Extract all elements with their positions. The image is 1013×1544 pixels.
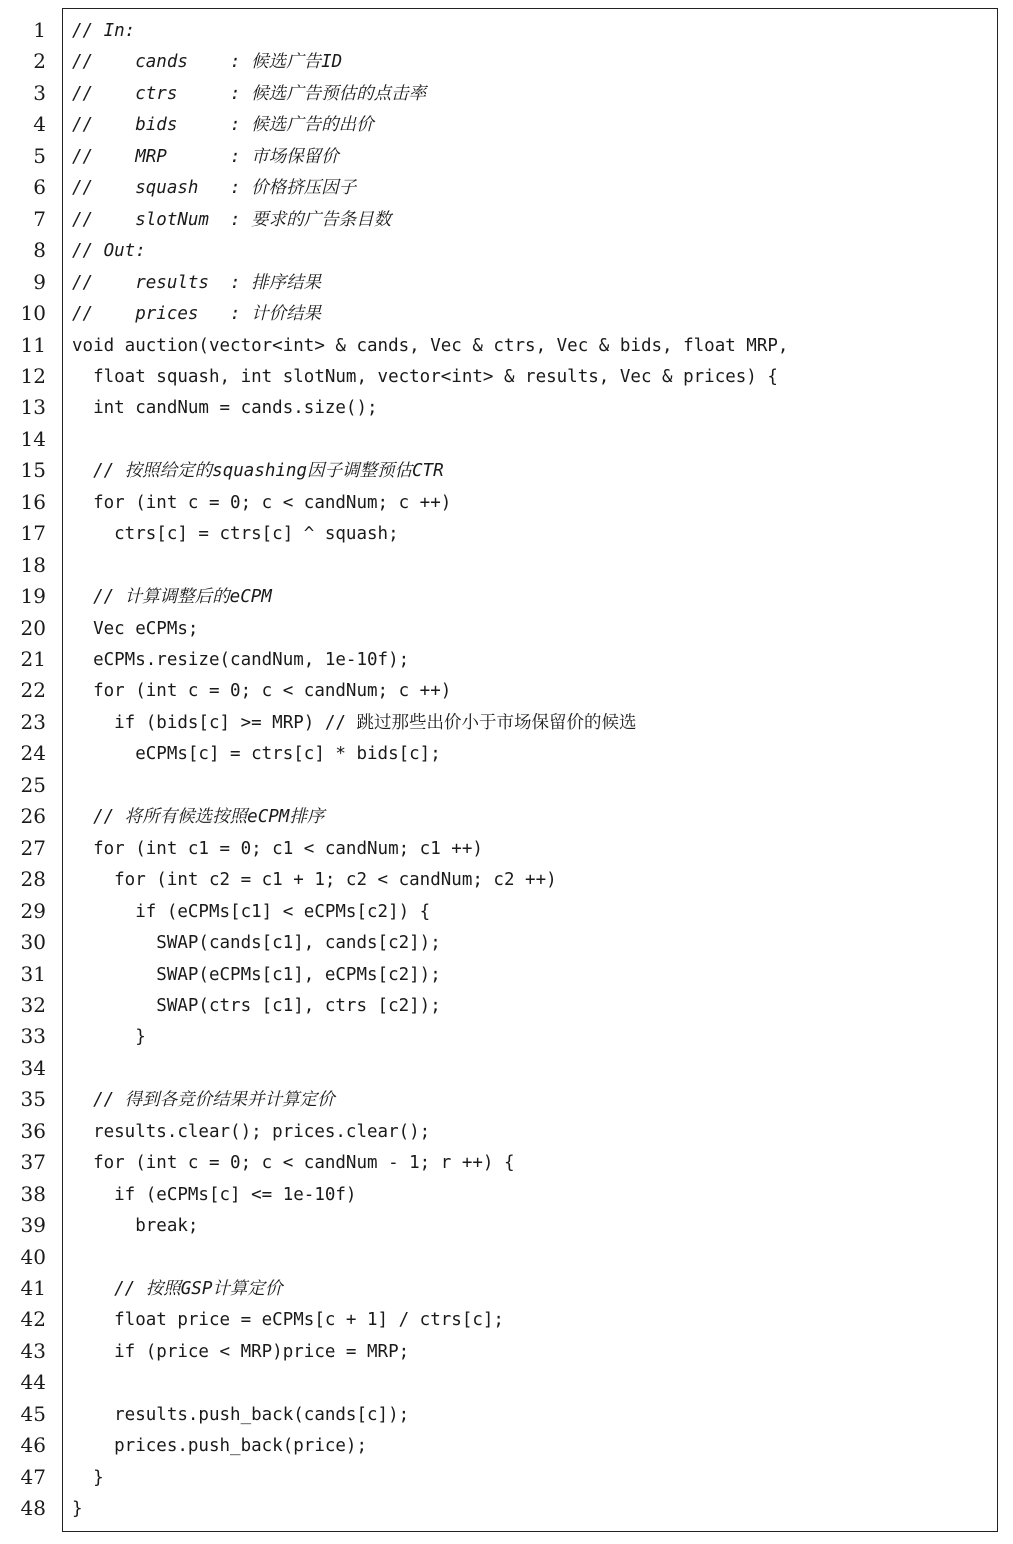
line-number: 4 xyxy=(33,112,46,137)
code-line xyxy=(0,424,1013,455)
line-number: 26 xyxy=(20,804,46,829)
code-text: // slotNum : 要求的广告条目数 xyxy=(72,209,392,230)
code-line xyxy=(0,707,1013,738)
line-number: 30 xyxy=(20,930,46,955)
code-line xyxy=(0,644,1013,675)
line-number: 42 xyxy=(20,1307,46,1332)
line-number: 32 xyxy=(20,992,46,1017)
code-text: prices.push_back(price); xyxy=(72,1436,368,1457)
code-line xyxy=(0,1210,1013,1241)
line-number: 14 xyxy=(20,426,46,451)
code-line xyxy=(0,550,1013,581)
code-line xyxy=(0,1021,1013,1052)
code-line xyxy=(0,864,1013,895)
code-text: SWAP(ctrs [c1], ctrs [c2]); xyxy=(72,995,441,1016)
code-line xyxy=(0,1242,1013,1273)
code-line xyxy=(0,518,1013,549)
line-number: 38 xyxy=(20,1181,46,1206)
line-number: 37 xyxy=(20,1150,46,1175)
code-line xyxy=(0,392,1013,423)
code-text: for (int c2 = c1 + 1; c2 < candNum; c2 ++) xyxy=(72,870,557,891)
code-text: // Out: xyxy=(72,241,146,262)
line-number: 35 xyxy=(20,1087,46,1112)
code-text: // 按照给定的squashing因子调整预估CTR xyxy=(72,461,444,482)
code-line xyxy=(0,990,1013,1021)
code-text: ctrs[c] = ctrs[c] ^ squash; xyxy=(72,524,399,545)
line-number: 40 xyxy=(20,1244,46,1269)
code-line xyxy=(0,613,1013,644)
code-line xyxy=(0,1304,1013,1335)
code-text: if (eCPMs[c] <= 1e-10f) xyxy=(72,1184,357,1205)
line-number: 1 xyxy=(33,18,46,42)
line-number: 45 xyxy=(20,1401,46,1426)
code-line xyxy=(0,235,1013,266)
line-number: 18 xyxy=(20,552,46,577)
line-number: 24 xyxy=(20,741,46,766)
code-text: results.push_back(cands[c]); xyxy=(72,1404,410,1425)
line-number: 15 xyxy=(20,458,46,483)
code-text: break; xyxy=(72,1216,199,1237)
line-number: 27 xyxy=(20,835,46,860)
code-text: void auction(vector<int> & cands, Vec & ctrs, Vec & bids, float MRP, xyxy=(72,335,789,356)
code-line xyxy=(0,46,1013,77)
code-line xyxy=(0,1336,1013,1367)
code-text: Vec eCPMs; xyxy=(72,618,199,639)
line-number: 34 xyxy=(20,1055,46,1080)
line-number: 25 xyxy=(20,772,46,797)
code-line xyxy=(0,1430,1013,1461)
line-number: 44 xyxy=(20,1370,46,1395)
code-line xyxy=(0,1273,1013,1304)
line-number: 16 xyxy=(20,489,46,514)
code-text: for (int c = 0; c < candNum; c ++) xyxy=(72,681,452,702)
code-line xyxy=(0,770,1013,801)
line-number: 10 xyxy=(20,301,46,326)
line-number: 21 xyxy=(20,647,46,671)
code-text: // 按照GSP计算定价 xyxy=(72,1279,283,1299)
code-line xyxy=(0,15,1013,46)
line-number: 9 xyxy=(33,269,46,294)
line-number: 31 xyxy=(20,961,46,986)
code-line xyxy=(0,1053,1013,1084)
code-text: // 将所有候选按照eCPM排序 xyxy=(72,807,325,828)
code-text: // squash : 价格挤压因子 xyxy=(72,178,357,199)
code-line xyxy=(0,109,1013,140)
code-text: // bids : 候选广告的出价 xyxy=(72,115,374,136)
line-number: 13 xyxy=(20,395,46,420)
line-number: 12 xyxy=(20,363,46,388)
line-number: 23 xyxy=(20,709,46,734)
code-text: // ctrs : 候选广告预估的点击率 xyxy=(72,83,427,104)
code-line xyxy=(0,1179,1013,1210)
code-text: float squash, int slotNum, vector<int> & results, Vec & prices) { xyxy=(72,366,778,387)
code-line xyxy=(0,330,1013,361)
code-line xyxy=(0,959,1013,990)
line-number: 2 xyxy=(33,49,46,74)
code-text: int candNum = cands.size(); xyxy=(72,398,378,419)
code-line xyxy=(0,361,1013,392)
code-line xyxy=(0,1084,1013,1115)
code-text: for (int c = 0; c < candNum; c ++) xyxy=(72,492,452,513)
code-line xyxy=(0,1147,1013,1178)
line-number: 8 xyxy=(33,238,46,263)
code-text: // MRP : 市场保留价 xyxy=(72,146,339,167)
line-number: 5 xyxy=(33,143,46,168)
code-text: for (int c1 = 0; c1 < candNum; c1 ++) xyxy=(72,838,483,859)
code-line xyxy=(0,141,1013,172)
code-text: if (bids[c] >= MRP) // 跳过那些出价小于市场保留价的候选 xyxy=(72,712,637,733)
code-text: if (price < MRP)price = MRP; xyxy=(72,1341,410,1362)
code-line xyxy=(0,204,1013,235)
code-text: eCPMs.resize(candNum, 1e-10f); xyxy=(72,650,410,670)
line-number: 43 xyxy=(20,1338,46,1363)
code-line xyxy=(0,927,1013,958)
line-number: 6 xyxy=(33,175,46,200)
code-text: } xyxy=(72,1499,83,1520)
code-text: if (eCPMs[c1] < eCPMs[c2]) { xyxy=(72,901,431,922)
code-line xyxy=(0,1493,1013,1524)
code-text: // results : 排序结果 xyxy=(72,272,322,293)
code-line xyxy=(0,581,1013,612)
line-number: 36 xyxy=(20,1118,46,1143)
code-text: // 得到各竞价结果并计算定价 xyxy=(72,1090,335,1111)
line-number: 39 xyxy=(20,1213,46,1238)
line-number: 46 xyxy=(20,1433,46,1458)
code-line xyxy=(0,675,1013,706)
line-number: 41 xyxy=(20,1276,46,1300)
code-line xyxy=(0,298,1013,329)
code-line xyxy=(0,78,1013,109)
code-text: // cands : 候选广告ID xyxy=(72,52,343,73)
code-text: results.clear(); prices.clear(); xyxy=(72,1121,431,1142)
code-text: eCPMs[c] = ctrs[c] * bids[c]; xyxy=(72,744,441,765)
code-line xyxy=(0,172,1013,203)
code-line xyxy=(0,487,1013,518)
code-line xyxy=(0,1116,1013,1147)
code-text: float price = eCPMs[c + 1] / ctrs[c]; xyxy=(72,1310,504,1331)
line-number: 20 xyxy=(20,615,46,640)
code-line xyxy=(0,1399,1013,1430)
line-number: 22 xyxy=(20,678,46,703)
code-text: SWAP(cands[c1], cands[c2]); xyxy=(72,933,441,954)
code-text: } xyxy=(72,1467,104,1488)
line-number: 33 xyxy=(20,1024,46,1049)
code-text: // In: xyxy=(72,21,136,41)
code-line xyxy=(0,738,1013,769)
line-number: 29 xyxy=(20,898,46,923)
line-number: 3 xyxy=(33,80,46,105)
code-text: // 计算调整后的eCPM xyxy=(72,587,272,608)
line-number: 11 xyxy=(20,332,46,357)
code-line xyxy=(0,896,1013,927)
code-text: for (int c = 0; c < candNum - 1; r ++) { xyxy=(72,1153,515,1174)
line-number: 7 xyxy=(33,206,46,231)
code-line xyxy=(0,833,1013,864)
line-number: 19 xyxy=(20,584,46,609)
code-line xyxy=(0,1367,1013,1398)
code-text: } xyxy=(72,1027,146,1048)
line-number: 17 xyxy=(20,521,46,546)
code-line xyxy=(0,267,1013,298)
line-number: 48 xyxy=(20,1496,46,1521)
code-text: // prices : 计价结果 xyxy=(72,304,322,325)
code-text: SWAP(eCPMs[c1], eCPMs[c2]); xyxy=(72,964,441,985)
code-line xyxy=(0,1462,1013,1493)
line-number: 28 xyxy=(20,867,46,892)
line-number: 47 xyxy=(20,1464,46,1489)
code-line xyxy=(0,455,1013,486)
code-line xyxy=(0,801,1013,832)
